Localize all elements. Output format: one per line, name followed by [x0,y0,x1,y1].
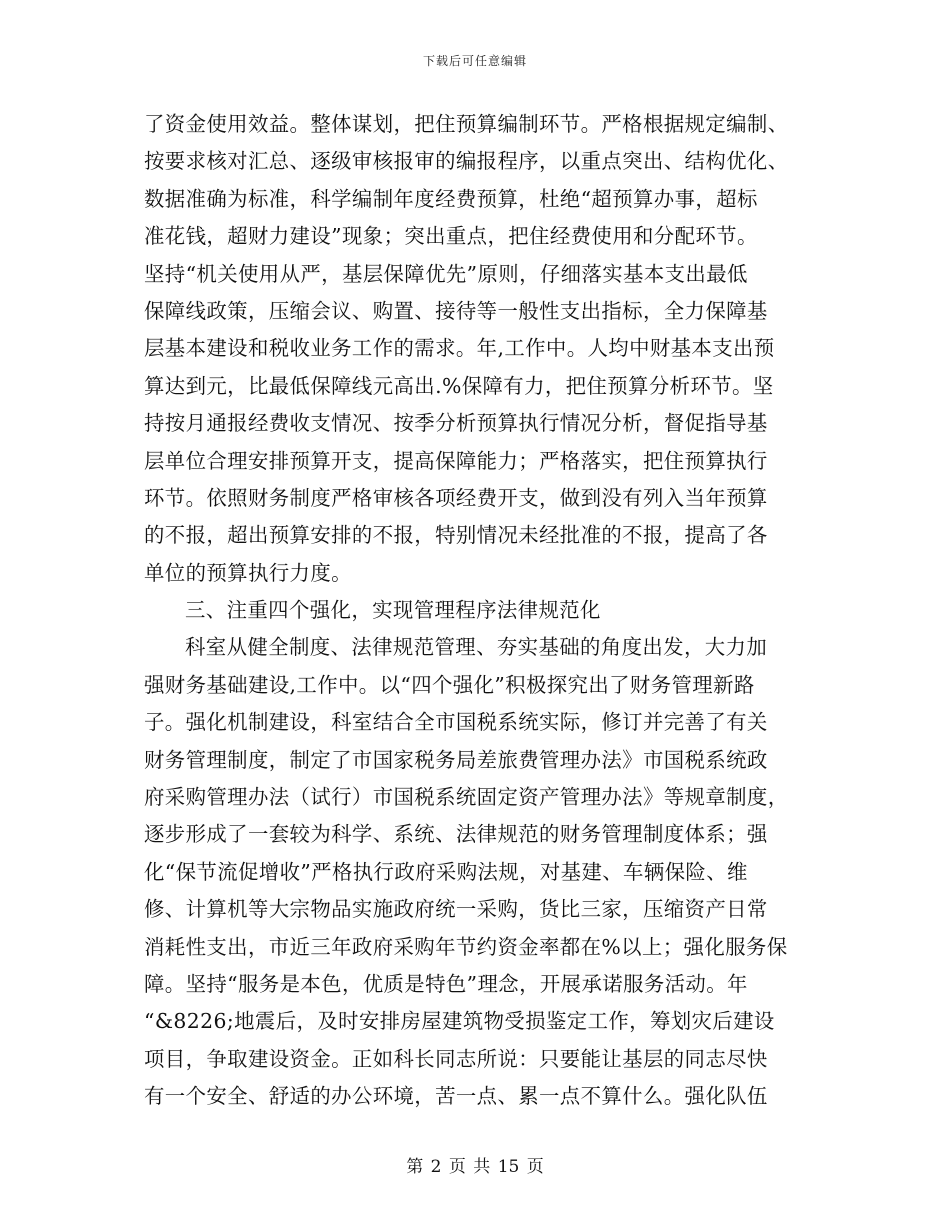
text-line: 强财务基础建设,工作中。以“四个强化”积极探究出了财务管理新路 [144,672,755,697]
text-line: “&8226;地震后，及时安排房屋建筑物受损鉴定工作，筹划灾后建设 [144,1009,775,1034]
text-line: 化“保节流促增收”严格执行政府采购法规，对基建、车辆保险、维 [144,859,748,884]
text-line: 保障线政策，压缩会议、购置、接待等一般性支出指标，全力保障基 [144,298,768,323]
text-line: 有一个安全、舒适的办公环境，苦一点、累一点不算什么。强化队伍 [144,1084,768,1109]
text-line: 了资金使用效益。整体谋划，把住预算编制环节。严格根据规定编制、 [144,112,789,136]
text-line: 消耗性支出，市近三年政府采购年节约资金率都在%以上；强化服务保 [144,934,788,959]
section-heading: 三、注重四个强化，实现管理程序法律规范化 [185,598,601,623]
header-note: 下载后可任意编辑 [422,54,527,68]
text-line: 的不报，超出预算安排的不报，特别情况未经批准的不报，提高了各 [144,523,768,548]
text-line: 层单位合理安排预算开支，提高保障能力；严格落实，把住预算执行 [144,448,768,473]
text-line: 子。强化机制建设，科室结合全市国税系统实际，修订并完善了有关 [144,710,768,735]
text-line: 环节。依照财务制度严格审核各项经费开支，做到没有列入当年预算 [144,485,768,510]
document-body [144,106,810,1116]
text-line: 按要求核对汇总、逐级审核报审的编报程序，以重点突出、结构优化、 [144,149,789,174]
text-line: 逐步形成了一套较为科学、系统、法律规范的财务管理制度体系；强 [144,822,768,847]
text-line: 层基本建设和税收业务工作的需求。年,工作中。人均中财基本支出预 [144,336,775,361]
text-line: 单位的预算执行力度。 [144,560,352,585]
text-line: 准花钱，超财力建设”现象；突出重点，把住经费使用和分配环节。 [144,224,758,249]
page-number-footer: 第 2 页 共 15 页 [406,1157,544,1177]
text-line: 障。坚持“服务是本色，优质是特色”理念，开展承诺服务活动。年 [144,971,748,996]
text-line: 算达到元，比最低保障线元高出.%保障有力，把住预算分析环节。坚 [144,373,774,398]
text-line: 项目，争取建设资金。正如科长同志所说：只要能让基层的同志尽快 [144,1046,768,1071]
text-line: 持按月通报经费收支情况、按季分析预算执行情况分析，督促指导基 [144,411,768,436]
text-line: 科室从健全制度、法律规范管理、夯实基础的角度出发，大力加 [185,635,768,660]
text-line: 财务管理制度，制定了市国家税务局差旅费管理办法》市国税系统政 [144,747,768,772]
text-line: 府采购管理办法（试行）市国税系统固定资产管理办法》等规章制度， [144,785,789,810]
text-line: 数据准确为标准，科学编制年度经费预算，杜绝“超预算办事，超标 [144,186,758,211]
text-line: 修、计算机等大宗物品实施政府统一采购，货比三家，压缩资产日常 [144,897,768,922]
text-line: 坚持“机关使用从严，基层保障优先”原则，仔细落实基本支出最低 [144,261,748,286]
